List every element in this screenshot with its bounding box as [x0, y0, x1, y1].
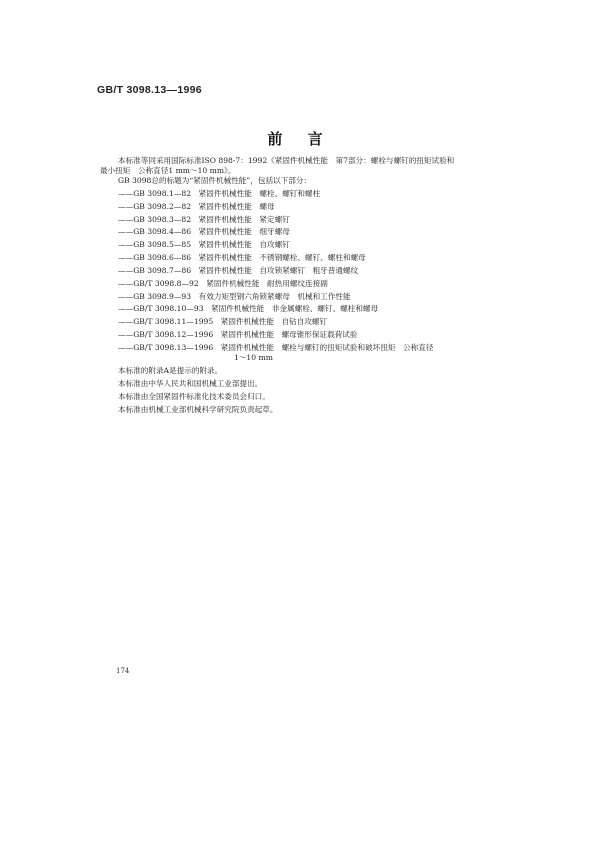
list-item-continuation: 1～10 mm [234, 352, 273, 362]
list-item: ——GB 3098.2—82 紧固件机械性能 螺母 [118, 201, 275, 211]
list-item: ——GB 3098.3—82 紧固件机械性能 紧定螺钉 [118, 214, 290, 224]
standard-code-header: GB/T 3098.13—1996 [97, 84, 202, 96]
standard-parts-list [118, 189, 538, 363]
list-item: ——GB 3098.5—85 紧固件机械性能 自攻螺钉 [118, 240, 290, 250]
page-title: 前 言 [267, 130, 333, 148]
preface-body [100, 156, 538, 418]
list-item: ——GB 3098.7—86 紧固件机械性能 自攻锁紧螺钉 粗牙普通螺纹 [118, 265, 359, 275]
intro-line-3: GB 3098总的标题为“紧固件机械性能”，包括以下部分： [118, 176, 312, 186]
closing-line-2: 本标准由中华人民共和国机械工业部提出。 [118, 378, 263, 388]
list-item-multiline [118, 343, 538, 363]
list-item: ——GB 3098.1—82 紧固件机械性能 螺栓、螺钉和螺柱 [118, 189, 321, 199]
closing-line-4: 本标准由机械工业部机械科学研究院负责起草。 [118, 404, 278, 414]
list-item: ——GB 3098.9—93 有效力矩型钢六角锁紧螺母 机械和工作性能 [118, 291, 351, 301]
intro-line-2: 最小扭矩 公称直径1 mm～10 mm》。 [100, 166, 236, 176]
intro-line-1: 本标准等同采用国际标准ISO 898-7：1992《紧固件机械性能 第7部分：螺栓与螺钉的扭矩试验和 [118, 156, 455, 165]
list-item: ——GB/T 3098.12—1996 紧固件机械性能 螺母锥形保证载荷试验 [118, 329, 358, 339]
list-item: ——GB 3098.6—86 紧固件机械性能 不锈钢螺栓、螺钉、螺柱和螺母 [118, 253, 366, 263]
page-number: 174 [116, 667, 130, 675]
list-item: ——GB/T 3098.10—93 紧固件机械性能 非金属螺栓、螺钉、螺柱和螺母 [118, 304, 379, 314]
list-item: ——GB/T 3098.11—1995 紧固件机械性能 自钻自攻螺钉 [118, 317, 328, 327]
closing-notes [118, 366, 538, 415]
list-item-text: ——GB/T 3098.13—1996 紧固件机械性能 螺栓与螺钉的扭矩试验和破坏扭矩 公称直径 [118, 342, 434, 352]
closing-line-3: 本标准由全国紧固件标准化技术委员会归口。 [118, 391, 270, 401]
list-item: ——GB/T 3098.8—92 紧固件机械性能 耐热用螺纹连接副 [118, 278, 328, 288]
list-item: ——GB 3098.4—86 紧固件机械性能 细牙螺母 [118, 227, 290, 237]
closing-line-1: 本标准的附录A是提示的附录。 [118, 365, 223, 375]
